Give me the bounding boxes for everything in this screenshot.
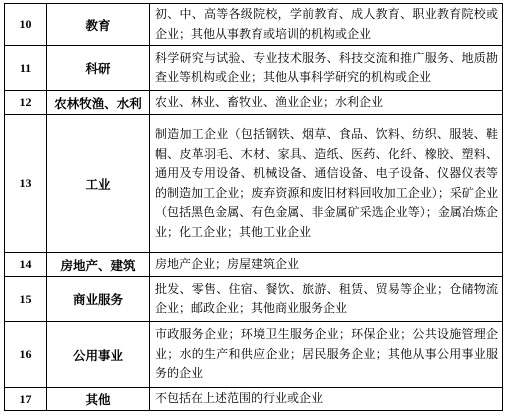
industry-name: 商业服务 — [47, 277, 150, 322]
row-number: 13 — [5, 115, 47, 253]
table-row — [5, 277, 503, 322]
table-row — [5, 91, 503, 115]
industry-description: 制造加工企业（包括钢铁、烟草、食品、饮料、纺织、服装、鞋帽、皮革羽毛、木材、家具、造纸、医药、化纤、橡胶、塑料、通用及专用设备、机械设备、通信设备、电子设备、仪器仪表等的制造加工企业；废弃资源和废旧材料回收加工企业）；采矿企业（包括黑色金属、有色金属、非金属矿采选企业等）；金属冶炼企业；化工企业；其他工业企业 — [150, 115, 503, 253]
industry-description: 不包括在上述范围的行业或企业 — [150, 388, 503, 411]
industry-description: 市政服务企业；环境卫生服务企业；环保企业；公共设施管理企业；水的生产和供应企业；居民服务企业；其他从事公用事业服务的企业 — [150, 322, 503, 388]
row-number: 10 — [5, 4, 47, 46]
industry-name: 农林牧渔、水利 — [47, 91, 150, 115]
industry-description: 农业、林业、畜牧业、渔业企业；水利企业 — [150, 91, 503, 115]
industry-classification-table — [4, 3, 503, 411]
industry-name: 公用事业 — [47, 322, 150, 388]
industry-description: 初、中、高等各级院校，学前教育、成人教育、职业教育院校或企业；其他从事教育或培训的机构或企业 — [150, 4, 503, 46]
industry-description: 批发、零售、住宿、餐饮、旅游、租赁、贸易等企业；仓储物流企业；邮政企业；其他商业服务企业 — [150, 277, 503, 322]
row-number: 16 — [5, 322, 47, 388]
row-number: 14 — [5, 253, 47, 277]
industry-name: 科研 — [47, 46, 150, 91]
industry-description: 科学研究与试验、专业技术服务、科技交流和推广服务、地质勘查业等机构或企业；其他从事科学研究的机构或企业 — [150, 46, 503, 91]
table-row — [5, 4, 503, 46]
industry-name: 其他 — [47, 388, 150, 411]
row-number: 12 — [5, 91, 47, 115]
industry-description: 房地产企业；房屋建筑企业 — [150, 253, 503, 277]
table-row — [5, 46, 503, 91]
industry-name: 房地产、建筑 — [47, 253, 150, 277]
table-body — [5, 4, 503, 411]
table-row — [5, 322, 503, 388]
table-row — [5, 115, 503, 253]
industry-name: 教育 — [47, 4, 150, 46]
row-number: 15 — [5, 277, 47, 322]
row-number: 17 — [5, 388, 47, 411]
industry-name: 工业 — [47, 115, 150, 253]
table-row — [5, 253, 503, 277]
table-row — [5, 388, 503, 411]
row-number: 11 — [5, 46, 47, 91]
